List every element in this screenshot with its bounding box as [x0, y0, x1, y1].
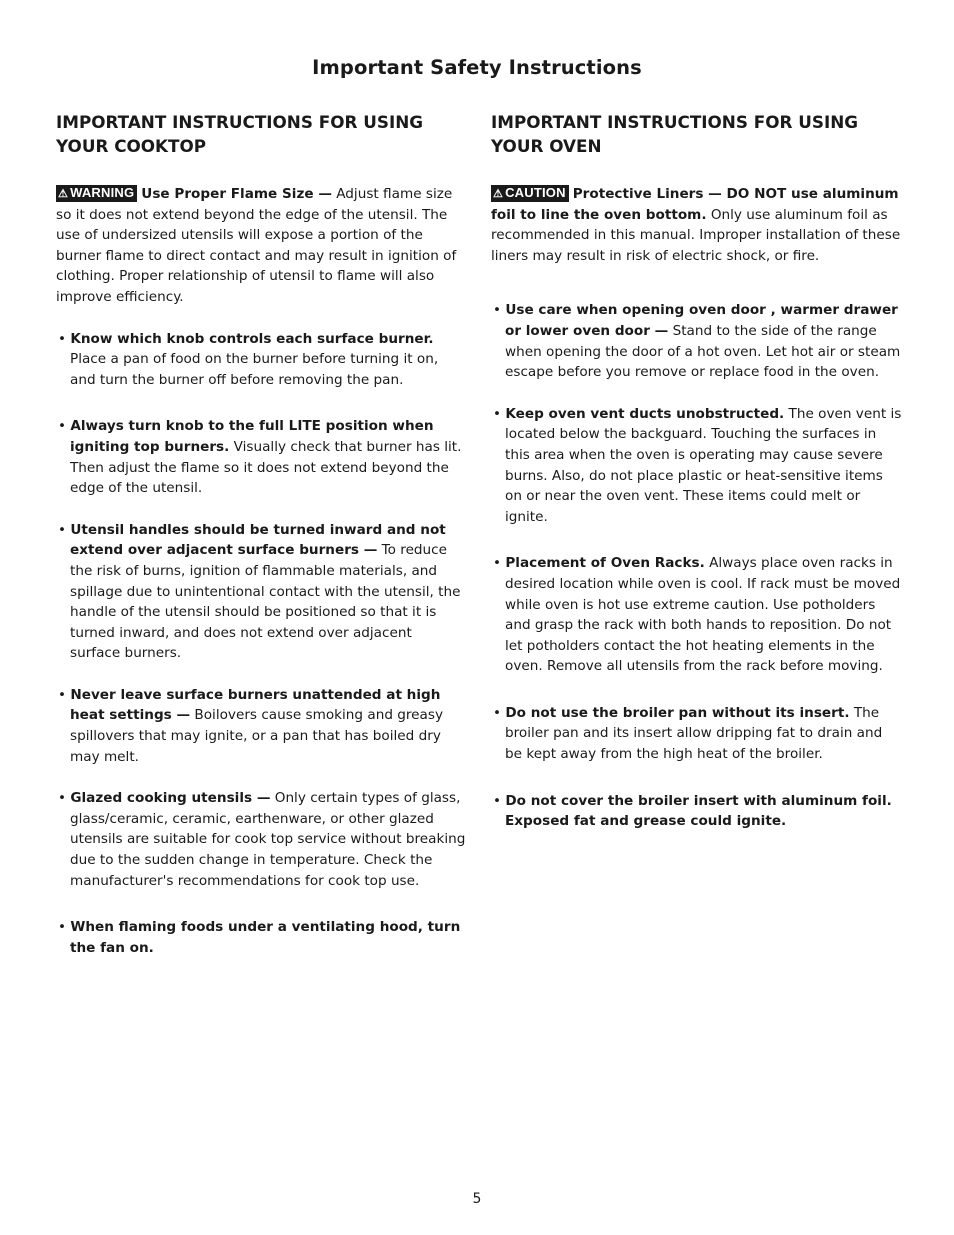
bullet-lite-position: • Always turn knob to the full LITE position when igniting top burners. Visually check that burner has lit. Then adjust the flame so it does not extend beyond the edge of the utensil. — [58, 418, 462, 497]
page-number: 5 — [472, 1191, 482, 1207]
bullet-knob-controls: • Know which knob controls each surface burner. Place a pan of food on the burner before turning it on, and turn the burner off before removing the pan. — [58, 330, 439, 388]
bullet-oven-vent: • Keep oven vent ducts unobstructed. The oven vent is located below the backguard. Touching the surfaces in this area when the oven is operating may cause severe burns. Also, do not place plastic or heat-sensitive items on or near the oven vent. These items could melt or ignite. — [493, 405, 902, 525]
bullet-unattended-burners: • Never leave surface burners unattended at high heat settings — Boilovers cause smoking and greasy spillovers that may ignite, or a pan that has boiled dry may melt. — [58, 686, 444, 765]
cooktop-column — [56, 110, 466, 958]
bullet-oven-racks: • Placement of Oven Racks. Always place oven racks in desired location while oven is cool. If rack must be moved while oven is hot use extreme caution. Use potholders and grasp the rack with both hands to reposition. Do not let potholders contact the hot heating elements in the oven. Remove all utensils from the rack before moving. — [493, 555, 901, 675]
bullet-broiler-foil: • Do not cover the broiler insert with aluminum foil. Exposed fat and grease could ignite. — [493, 792, 892, 830]
caution-badge: ⚠ CAUTION — [491, 185, 569, 202]
flame-size-text: Adjust flame size so it does not extend beyond the edge of the utensil. The use of undersized utensils will expose a portion of the burner flame to direct contact and may result in ignition of clothing. Proper relationship of utensil to flame will also improve efficiency. — [56, 186, 457, 305]
cooktop-warning-paragraph — [56, 184, 466, 308]
oven-column — [491, 110, 903, 832]
bullet-opening-oven-door: • Use care when opening oven door , warmer drawer or lower oven door — Stand to the side of the range when opening the door of a hot oven. Let hot air or steam escape before you remove or replace food in the oven. — [493, 302, 901, 381]
warning-triangle-icon: ⚠ — [58, 188, 69, 200]
cooktop-heading: IMPORTANT INSTRUCTIONS FOR USING YOUR COOKTOP — [56, 112, 424, 156]
bullet-utensil-handles: • Utensil handles should be turned inward and not extend over adjacent surface burners — To reduce the risk of burns, ignition of flammable materials, and spillage due to unintentional contact with the utensil, the handle of the utensil should be positioned so that it is turned inward, and does not extend over adjacent surface burners. — [58, 521, 461, 662]
protective-liners-lead: Protective Liners — DO NOT use aluminum foil to line the oven bottom. — [491, 186, 899, 223]
flame-size-lead: Use Proper Flame Size — — [141, 186, 332, 202]
bullet-glazed-utensils: • Glazed cooking utensils — Only certain types of glass, glass/ceramic, ceramic, earthenware, or other glazed utensils are suitable for cook top service without breaking due to the sudden change in temperature. Check the manufacturer's recommendations for cook top use. — [58, 790, 466, 889]
oven-caution-paragraph — [491, 184, 903, 266]
bullet-broiler-insert: • Do not use the broiler pan without its insert. The broiler pan and its insert allow dripping fat to drain and be kept away from the high heat of the broiler. — [493, 704, 883, 763]
page-title: Important Safety Instructions — [312, 56, 642, 79]
warning-badge: ⚠ WARNING — [56, 185, 137, 202]
oven-heading: IMPORTANT INSTRUCTIONS FOR USING YOUR OVEN — [491, 112, 859, 156]
warning-triangle-icon: ⚠ — [493, 188, 504, 200]
bullet-flaming-foods: • When flaming foods under a ventilating hood, turn the fan on. — [58, 919, 461, 956]
protective-liners-text: Only use aluminum foil as recommended in this manual. Improper installation of these liners may result in risk of electric shock, or fire. — [491, 206, 901, 264]
